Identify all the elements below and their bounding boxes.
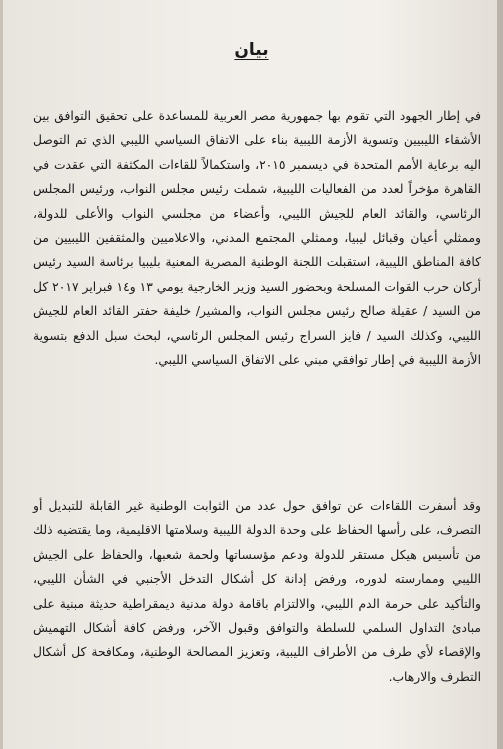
paragraph-1: في إطار الجهود التي تقوم بها جمهورية مصر العربية للمساعدة على تحقيق التوافق بين الأشقاء الليبيين وتسوية الأزمة الليبية بناء على الاتفاق السياسي الليبي الذي تم التوصل اليه برعاية الأمم المتحدة في ديسمبر ٢٠١٥، واستكمالاً للقاءات المكثفة التي عقدت في القاهرة مؤخراً لعدد من الفعاليات الليبية، شملت رئيس مجلس النواب، ورئيس المجلس الرئاسي، والقائد العام للجيش الليبي، وأعضاء من مجلسي النواب والأعلى للدولة، وممثلي أعيان وقبائل ليبيا، وممثلي المجتمع المدني، والاعلاميين والمثقفين الليبيين من كافة المناطق الليبية، استقبلت اللجنة الوطنية المصرية المعنية بليبيا برئاسة السيد رئيس أركان حرب القوات المسلحة وبحضور السيد وزير الخارجية يومي ١٣ و١٤ فبراير ٢٠١٧ كل من السيد / عقيلة صالح رئيس مجلس النواب، والمشير/ خليفة حفتر القائد العام للجيش الليبي، وكذلك السيد / فايز السراج رئيس المجلس الرئاسي، لبحث سبل الدفع بتسوية الأزمة الليبية في إطار توافقي مبني على الاتفاق السياسي الليبي.: [33, 109, 481, 368]
paragraph-2: وقد أسفرت اللقاءات عن توافق حول عدد من الثوابت الوطنية غير القابلة للتبديل أو التصرف، على رأسها الحفاظ على وحدة الدولة الليبية وسلامتها الاقليمية، وما يقتضيه ذلك من تأسيس هيكل مستقر للدولة ودعم مؤسساتها ولحمة شعبها، والحفاظ على الجيش الليبي وممارسته لدوره، ورفض إدانة كل أشكال التدخل الأجنبي في الشأن الليبي، والتأكيد على حرمة الدم الليبي، والالتزام باقامة دولة مدنية ديمقراطية حديثة مبنية على مبادئ التداول السلمي للسلطة والتوافق وقبول الآخر، ورفض كافة أشكال التهميش والإقصاء لأي طرف من الأطراف الليبية، وتعزيز المصالحة الوطنية، ومكافحة كل أشكال التطرف والارهاب.: [33, 499, 481, 684]
page-edge-right: [497, 0, 503, 749]
page-edge-left: [0, 0, 3, 749]
document-title: بيان: [234, 40, 269, 60]
